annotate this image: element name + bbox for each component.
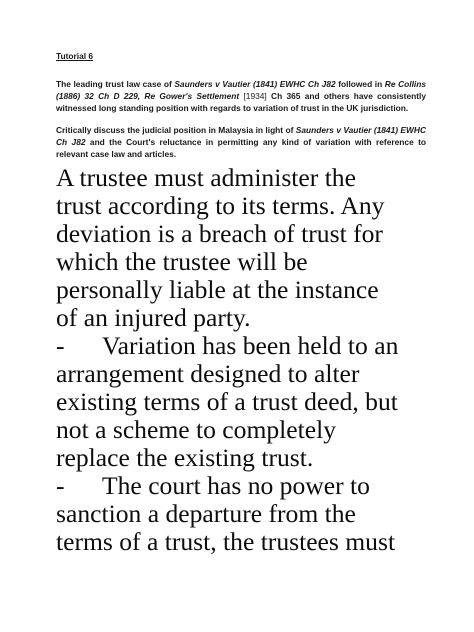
q1-case-saunders: Saunders v Vautier (1841) EWHC Ch J82 bbox=[174, 79, 336, 89]
bullet-line: not a scheme to completely bbox=[56, 415, 337, 444]
answer-line: A trustee must administer the bbox=[56, 163, 356, 192]
bullet-line: terms of a trust, the trustees must bbox=[56, 527, 396, 556]
answer-line: trust according to its terms. Any bbox=[56, 191, 385, 220]
answer-line: which the trustee will be bbox=[56, 247, 308, 276]
q1-text-c: Ch 365 and others have consistently witnessed long standing position with regards to variation of trust in the UK jurisdiction. bbox=[56, 91, 426, 113]
q1-text-a: The leading trust law case of bbox=[56, 79, 175, 89]
q1-text-b: followed in bbox=[335, 79, 385, 89]
bullet-line: sanction a departure from the bbox=[56, 499, 356, 528]
bullet-line: existing terms of a trust deed, but bbox=[56, 387, 398, 416]
bullet-dash: - bbox=[56, 331, 65, 360]
bullet-line: The court has no power to bbox=[102, 471, 370, 500]
answer-line: personally liable at the instance bbox=[56, 275, 379, 304]
q1-citation-year: [1934] bbox=[239, 91, 272, 101]
q2-text-b: and the Court's reluctance in permitting any kind of variation with reference to relevant case law and articles. bbox=[56, 137, 427, 159]
answer-line: deviation is a breach of trust for bbox=[56, 219, 383, 248]
q2-text-a: Critically discuss the judicial position in Malaysia in light of bbox=[56, 125, 296, 135]
answer-line: of an injured party. bbox=[56, 303, 251, 332]
bullet-item-variation bbox=[56, 332, 466, 360]
bullet-line: Variation has been held to an bbox=[102, 331, 399, 360]
bullet-line: replace the existing trust. bbox=[56, 443, 314, 472]
tutorial-title: Tutorial 6 bbox=[56, 51, 94, 61]
question-paragraph-2 bbox=[56, 124, 426, 160]
bullet-item-court-power bbox=[56, 472, 466, 500]
answer-body bbox=[56, 164, 466, 556]
tutorial-question-block bbox=[56, 50, 426, 170]
bullet-line: arrangement designed to alter bbox=[56, 359, 360, 388]
q1-case-collins-gower: Re Collins (1886) 32 Ch D 229, Re Gower's Settlement bbox=[56, 79, 426, 101]
q2-case-saunders: Saunders v Vautier (1841) EWHC Ch J82 bbox=[56, 125, 426, 147]
bullet-dash: - bbox=[56, 471, 65, 500]
question-paragraph-1 bbox=[56, 78, 426, 114]
